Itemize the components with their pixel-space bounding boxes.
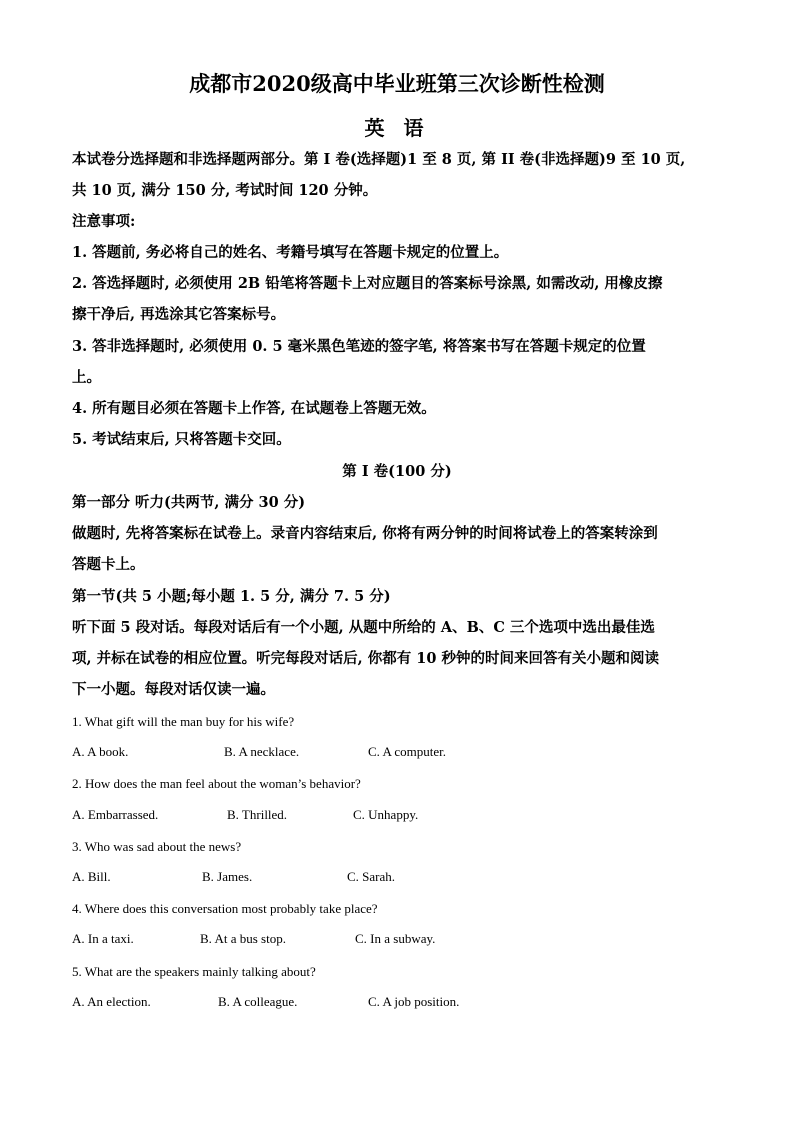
section1-instr-1: 听下面 5 段对话。每段对话后有一个小题, 从题中所给的 A、B、C 三个选项中选出最佳选 bbox=[72, 619, 655, 636]
note-5: 5. 考试结束后, 只将答题卡交回。 bbox=[72, 431, 291, 448]
q2-option-a: A. Embarrassed. bbox=[72, 807, 159, 822]
note-3b: 上。 bbox=[72, 369, 101, 386]
q5-option-b: B. A colleague. bbox=[218, 994, 298, 1009]
q1-option-c: C. A computer. bbox=[368, 744, 446, 759]
q4-option-c: C. In a subway. bbox=[355, 931, 436, 946]
q4-option-a: A. In a taxi. bbox=[72, 931, 134, 946]
q2-option-b: B. Thrilled. bbox=[227, 807, 288, 822]
part1-instr-1: 做题时, 先将答案标在试卷上。录音内容结束后, 你将有两分钟的时间将试卷上的答案转涂到 bbox=[72, 525, 658, 542]
q1-option-b: B. A necklace. bbox=[224, 744, 300, 759]
exam-title: 成都市2020级高中毕业班第三次诊断性检测 bbox=[189, 71, 605, 96]
notes-heading: 注意事项: bbox=[72, 213, 136, 230]
q1-option-a: A. A book. bbox=[72, 744, 129, 759]
q2-option-c: C. Unhappy. bbox=[353, 807, 419, 822]
part1-instr-2: 答题卡上。 bbox=[72, 556, 145, 573]
question-4: 4. Where does this conversation most probably take place? bbox=[72, 901, 378, 916]
intro-line-2: 共 10 页, 满分 150 分, 考试时间 120 分钟。 bbox=[72, 182, 378, 199]
q5-option-a: A. An election. bbox=[72, 994, 151, 1009]
note-1: 1. 答题前, 务必将自己的姓名、考籍号填写在答题卡规定的位置上。 bbox=[72, 244, 509, 261]
q3-option-a: A. Bill. bbox=[72, 869, 111, 884]
q3-option-b: B. James. bbox=[202, 869, 253, 884]
intro-line-1: 本试卷分选择题和非选择题两部分。第 I 卷(选择题)1 至 8 页, 第 II 卷(非选择题)9 至 10 页, bbox=[72, 151, 686, 168]
question-5: 5. What are the speakers mainly talking about? bbox=[72, 964, 316, 979]
question-2: 2. How does the man feel about the woman’s behavior? bbox=[72, 776, 361, 791]
section1-instr-2: 项, 并标在试卷的相应位置。听完每段对话后, 你都有 10 秒钟的时间来回答有关小题和阅读 bbox=[72, 650, 659, 667]
question-1: 1. What gift will the man buy for his wife? bbox=[72, 714, 295, 729]
q4-option-b: B. At a bus stop. bbox=[200, 931, 286, 946]
question-3: 3. Who was sad about the news? bbox=[72, 839, 242, 854]
section1-heading: 第一节(共 5 小题;每小题 1. 5 分, 满分 7. 5 分) bbox=[72, 588, 391, 605]
subject-title: 英 语 bbox=[364, 116, 430, 140]
part1-heading: 第一部分 听力(共两节, 满分 30 分) bbox=[72, 494, 306, 511]
note-2a: 2. 答选择题时, 必须使用 2B 铅笔将答题卡上对应题目的答案标号涂黑, 如需改动, 用橡皮擦 bbox=[72, 275, 663, 292]
q3-option-c: C. Sarah. bbox=[347, 869, 396, 884]
q5-option-c: C. A job position. bbox=[368, 994, 460, 1009]
note-4: 4. 所有题目必须在答题卡上作答, 在试题卷上答题无效。 bbox=[72, 400, 436, 417]
volume-heading: 第 I 卷(100 分) bbox=[342, 463, 452, 480]
section1-instr-3: 下一小题。每段对话仅读一遍。 bbox=[72, 681, 275, 698]
note-3a: 3. 答非选择题时, 必须使用 0. 5 毫米黑色笔迹的签字笔, 将答案书写在答题卡规定的位置 bbox=[72, 338, 646, 355]
note-2b: 擦干净后, 再选涂其它答案标号。 bbox=[72, 306, 286, 323]
